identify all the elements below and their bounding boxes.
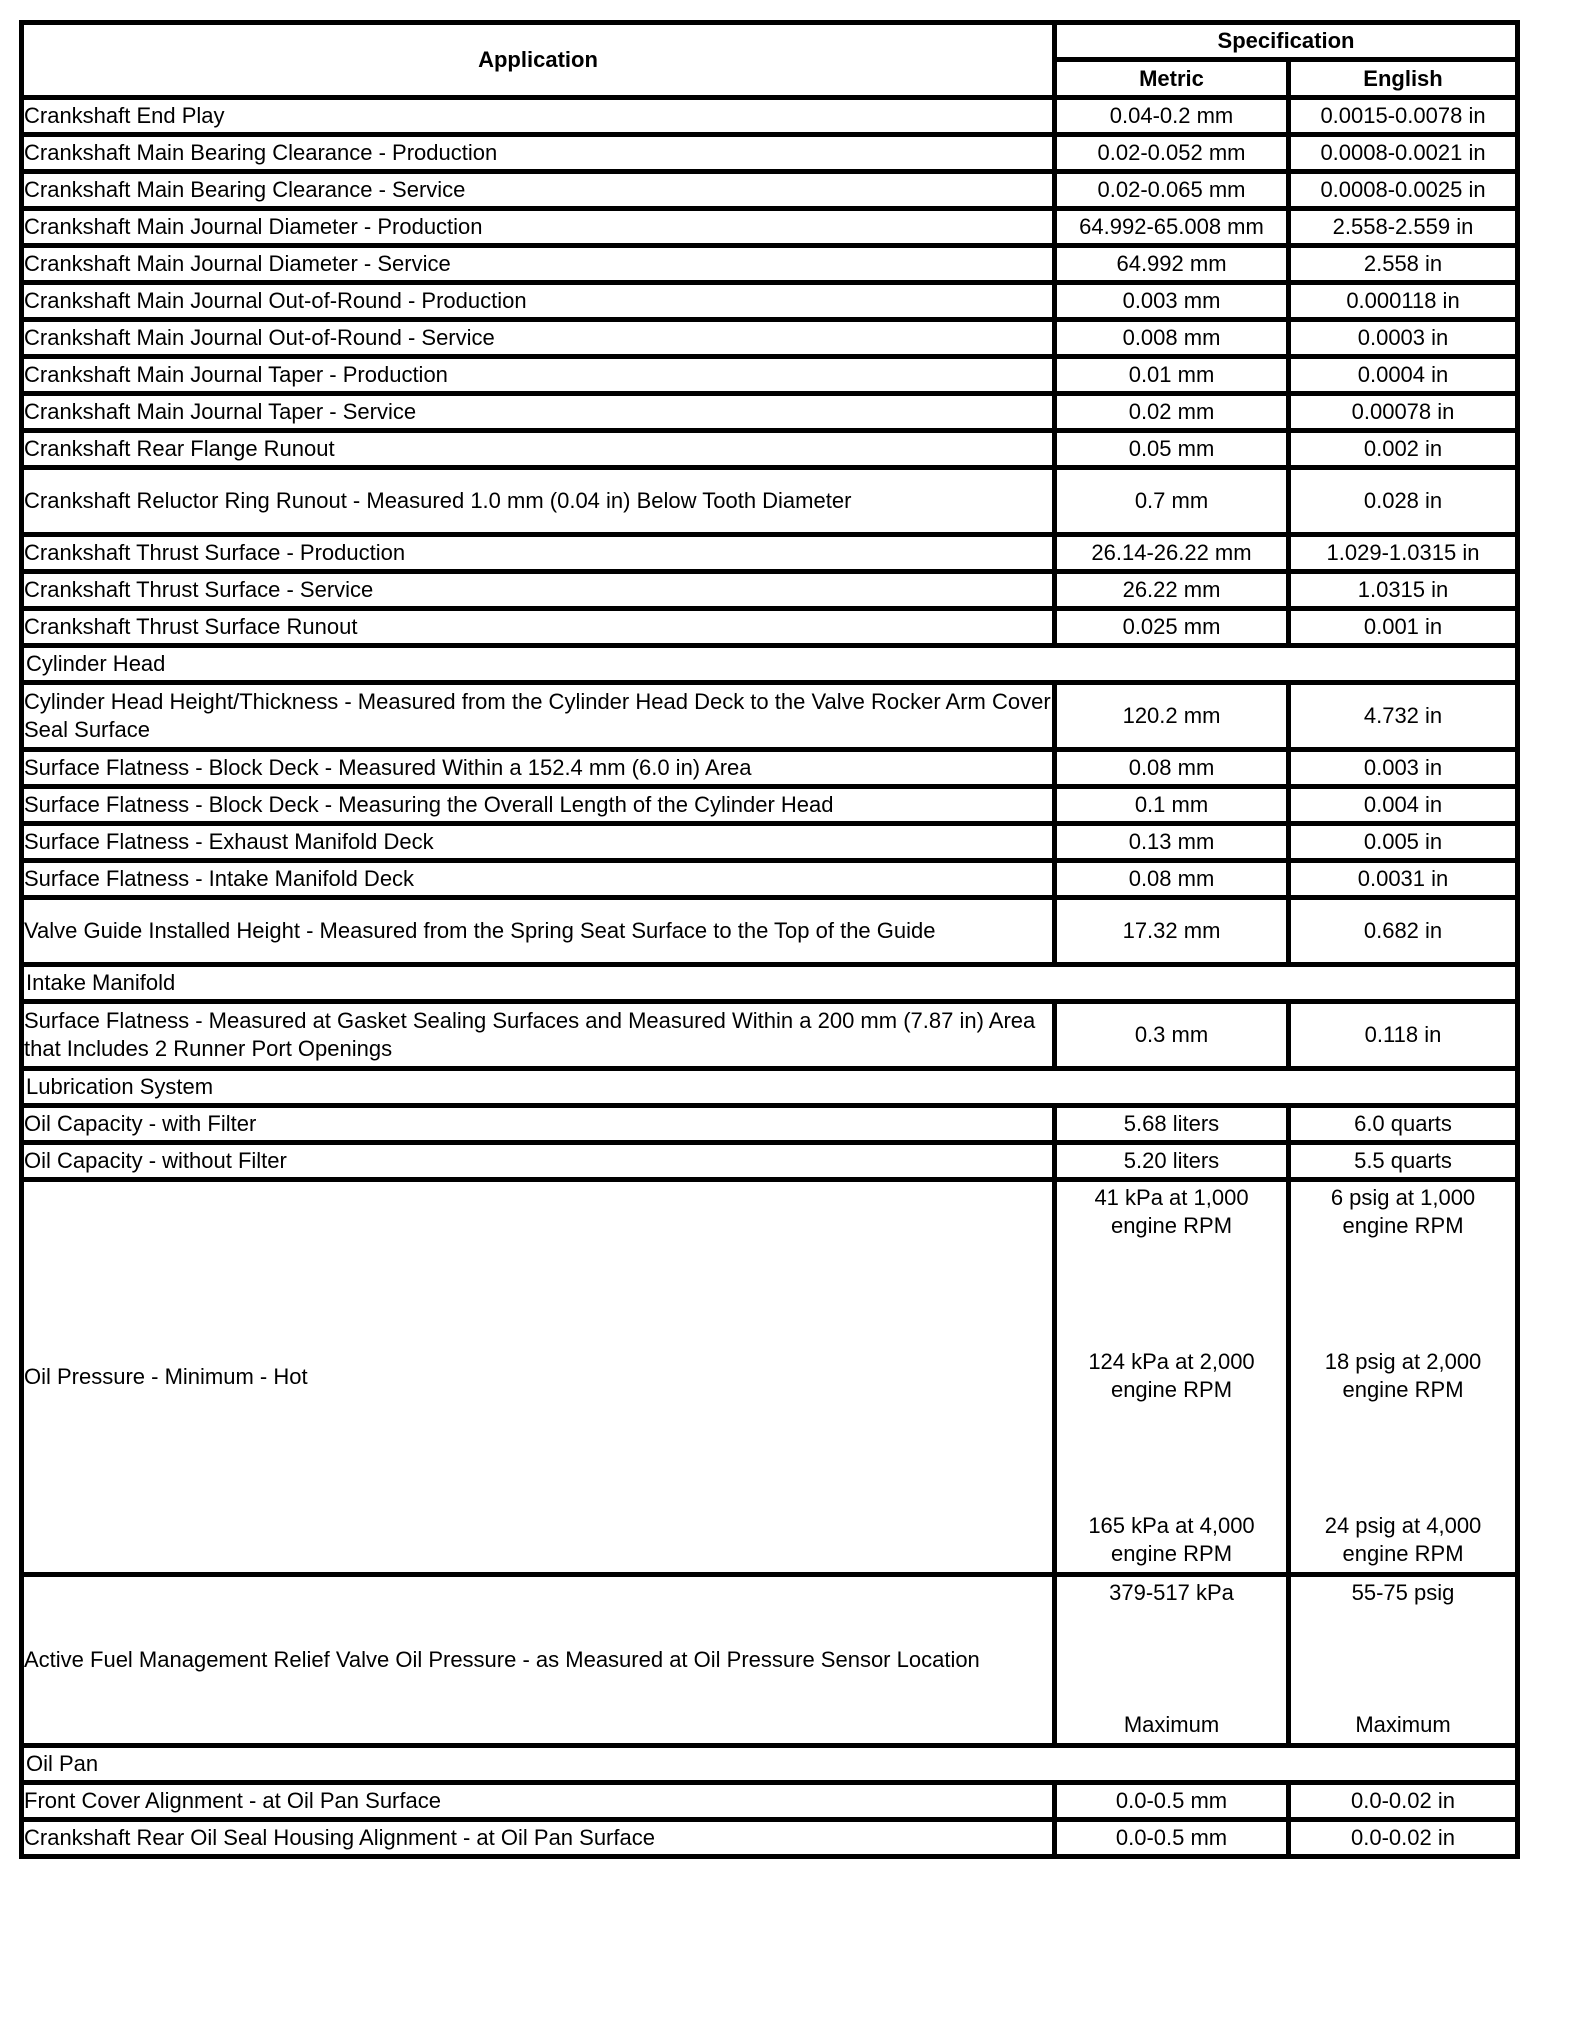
metric-cell: 120.2 mm [1055, 683, 1289, 750]
table-row [22, 1106, 1518, 1143]
table-row [22, 209, 1518, 246]
table-row [22, 750, 1518, 787]
group-header-row [22, 646, 1518, 683]
application-cell: Oil Capacity - without Filter [22, 1143, 1055, 1180]
english-value-4000rpm: 24 psig at 4,000 engine RPM [1324, 1513, 1482, 1566]
application-cell: Crankshaft Reluctor Ring Runout - Measured 1.0 mm (0.04 in) Below Tooth Diameter [22, 468, 1055, 535]
application-cell: Surface Flatness - Intake Manifold Deck [22, 861, 1055, 898]
application-cell: Valve Guide Installed Height - Measured from the Spring Seat Surface to the Top of the Guide [22, 898, 1055, 965]
english-cell: 0.028 in [1289, 468, 1518, 535]
english-range: 55-75 psig [1351, 1580, 1455, 1605]
application-cell: Oil Capacity - with Filter [22, 1106, 1055, 1143]
metric-cell: 17.32 mm [1055, 898, 1289, 965]
table-row [22, 1820, 1518, 1857]
metric-cell: 0.0-0.5 mm [1055, 1783, 1289, 1820]
english-cell: 1.029-1.0315 in [1289, 535, 1518, 572]
english-cell: 0.000118 in [1289, 283, 1518, 320]
application-cell: Surface Flatness - Exhaust Manifold Deck [22, 824, 1055, 861]
english-cell: 0.0004 in [1289, 357, 1518, 394]
english-cell: 1.0315 in [1289, 572, 1518, 609]
table-row [22, 98, 1518, 135]
group-header-row [22, 1746, 1518, 1783]
english-cell: 0.002 in [1289, 431, 1518, 468]
application-cell: Crankshaft Rear Oil Seal Housing Alignment - at Oil Pan Surface [22, 1820, 1055, 1857]
table-row [22, 787, 1518, 824]
metric-cell: 64.992 mm [1055, 246, 1289, 283]
metric-cell [1055, 1180, 1289, 1575]
english-cell: 0.0-0.02 in [1289, 1783, 1518, 1820]
metric-cell: 0.02 mm [1055, 394, 1289, 431]
metric-cell: 64.992-65.008 mm [1055, 209, 1289, 246]
english-cell: 0.004 in [1289, 787, 1518, 824]
application-cell: Surface Flatness - Measured at Gasket Sealing Surfaces and Measured Within a 200 mm (7.87 in) Area that Includes 2 Runner Port Openings [22, 1002, 1055, 1069]
table-row [22, 609, 1518, 646]
metric-cell: 0.008 mm [1055, 320, 1289, 357]
application-cell: Crankshaft Main Journal Diameter - Service [22, 246, 1055, 283]
table-row-afm [22, 1575, 1518, 1746]
metric-column-header: Metric [1055, 60, 1289, 98]
english-cell: 0.0008-0.0021 in [1289, 135, 1518, 172]
table-row [22, 135, 1518, 172]
table-row [22, 572, 1518, 609]
application-cell: Crankshaft Main Bearing Clearance - Service [22, 172, 1055, 209]
table-row [22, 246, 1518, 283]
table-row [22, 535, 1518, 572]
metric-cell: 0.02-0.052 mm [1055, 135, 1289, 172]
table-row [22, 1783, 1518, 1820]
application-cell: Crankshaft Main Journal Diameter - Production [22, 209, 1055, 246]
application-cell: Active Fuel Management Relief Valve Oil Pressure - as Measured at Oil Pressure Sensor Location [22, 1575, 1055, 1746]
metric-cell: 0.7 mm [1055, 468, 1289, 535]
metric-cell [1055, 1575, 1289, 1746]
english-cell: 0.0003 in [1289, 320, 1518, 357]
english-cell: 0.005 in [1289, 824, 1518, 861]
english-cell: 2.558-2.559 in [1289, 209, 1518, 246]
metric-value-2000rpm: 124 kPa at 2,000 engine RPM [1088, 1349, 1255, 1402]
table-row [22, 283, 1518, 320]
table-row [22, 431, 1518, 468]
metric-cell: 0.01 mm [1055, 357, 1289, 394]
specification-column-header: Specification [1055, 23, 1518, 60]
english-cell [1289, 1180, 1518, 1575]
group-header-row [22, 1069, 1518, 1106]
application-cell: Crankshaft Thrust Surface - Production [22, 535, 1055, 572]
english-cell: 0.0008-0.0025 in [1289, 172, 1518, 209]
metric-cell: 26.14-26.22 mm [1055, 535, 1289, 572]
application-cell: Crankshaft Main Journal Out-of-Round - Service [22, 320, 1055, 357]
metric-cell: 0.08 mm [1055, 861, 1289, 898]
group-title-intake-manifold: Intake Manifold [22, 965, 1518, 1002]
english-cell: 0.118 in [1289, 1002, 1518, 1069]
application-cell: Front Cover Alignment - at Oil Pan Surface [22, 1783, 1055, 1820]
application-column-header: Application [22, 23, 1055, 98]
metric-cell: 0.025 mm [1055, 609, 1289, 646]
table-row [22, 394, 1518, 431]
application-cell: Crankshaft Main Journal Out-of-Round - Production [22, 283, 1055, 320]
english-cell: 6.0 quarts [1289, 1106, 1518, 1143]
table-row [22, 1143, 1518, 1180]
metric-cell: 5.68 liters [1055, 1106, 1289, 1143]
application-cell: Crankshaft Main Bearing Clearance - Production [22, 135, 1055, 172]
application-cell: Crankshaft Main Journal Taper - Service [22, 394, 1055, 431]
metric-qualifier: Maximum [1123, 1712, 1220, 1737]
english-value-2000rpm: 18 psig at 2,000 engine RPM [1324, 1349, 1482, 1402]
metric-range: 379-517 kPa [1109, 1580, 1234, 1605]
group-header-row [22, 965, 1518, 1002]
table-row [22, 824, 1518, 861]
metric-value-1000rpm: 41 kPa at 1,000 engine RPM [1094, 1185, 1249, 1238]
table-row [22, 172, 1518, 209]
metric-cell: 0.3 mm [1055, 1002, 1289, 1069]
table-row [22, 1002, 1518, 1069]
english-cell: 0.682 in [1289, 898, 1518, 965]
metric-cell: 0.13 mm [1055, 824, 1289, 861]
metric-cell: 0.02-0.065 mm [1055, 172, 1289, 209]
table-row [22, 468, 1518, 535]
application-cell: Crankshaft Rear Flange Runout [22, 431, 1055, 468]
metric-cell: 0.08 mm [1055, 750, 1289, 787]
english-cell: 0.00078 in [1289, 394, 1518, 431]
english-cell [1289, 1575, 1518, 1746]
english-cell: 5.5 quarts [1289, 1143, 1518, 1180]
table-row-oil-pressure [22, 1180, 1518, 1575]
application-cell: Oil Pressure - Minimum - Hot [22, 1180, 1055, 1575]
application-cell: Crankshaft End Play [22, 98, 1055, 135]
group-title-cylinder-head: Cylinder Head [22, 646, 1518, 683]
application-cell: Crankshaft Thrust Surface Runout [22, 609, 1055, 646]
metric-value-4000rpm: 165 kPa at 4,000 engine RPM [1088, 1513, 1255, 1566]
application-cell: Crankshaft Thrust Surface - Service [22, 572, 1055, 609]
english-column-header: English [1289, 60, 1518, 98]
table-row [22, 861, 1518, 898]
english-value-1000rpm: 6 psig at 1,000 engine RPM [1330, 1185, 1476, 1238]
english-cell: 0.0-0.02 in [1289, 1820, 1518, 1857]
specification-table [19, 20, 1520, 1859]
group-title-oil-pan: Oil Pan [22, 1746, 1518, 1783]
metric-cell: 0.1 mm [1055, 787, 1289, 824]
application-cell: Cylinder Head Height/Thickness - Measured from the Cylinder Head Deck to the Valve Rocker Arm Cover Seal Surface [22, 683, 1055, 750]
english-cell: 0.0031 in [1289, 861, 1518, 898]
application-cell: Surface Flatness - Block Deck - Measured Within a 152.4 mm (6.0 in) Area [22, 750, 1055, 787]
table-row [22, 683, 1518, 750]
metric-cell: 0.0-0.5 mm [1055, 1820, 1289, 1857]
application-cell: Crankshaft Main Journal Taper - Production [22, 357, 1055, 394]
english-cell: 2.558 in [1289, 246, 1518, 283]
table-row [22, 320, 1518, 357]
table-row [22, 898, 1518, 965]
metric-cell: 0.003 mm [1055, 283, 1289, 320]
group-title-lubrication-system: Lubrication System [22, 1069, 1518, 1106]
english-cell: 0.003 in [1289, 750, 1518, 787]
metric-cell: 5.20 liters [1055, 1143, 1289, 1180]
application-cell: Surface Flatness - Block Deck - Measuring the Overall Length of the Cylinder Head [22, 787, 1055, 824]
english-qualifier: Maximum [1355, 1712, 1451, 1737]
english-cell: 0.001 in [1289, 609, 1518, 646]
metric-cell: 26.22 mm [1055, 572, 1289, 609]
english-cell: 0.0015-0.0078 in [1289, 98, 1518, 135]
metric-cell: 0.05 mm [1055, 431, 1289, 468]
metric-cell: 0.04-0.2 mm [1055, 98, 1289, 135]
table-row [22, 357, 1518, 394]
english-cell: 4.732 in [1289, 683, 1518, 750]
